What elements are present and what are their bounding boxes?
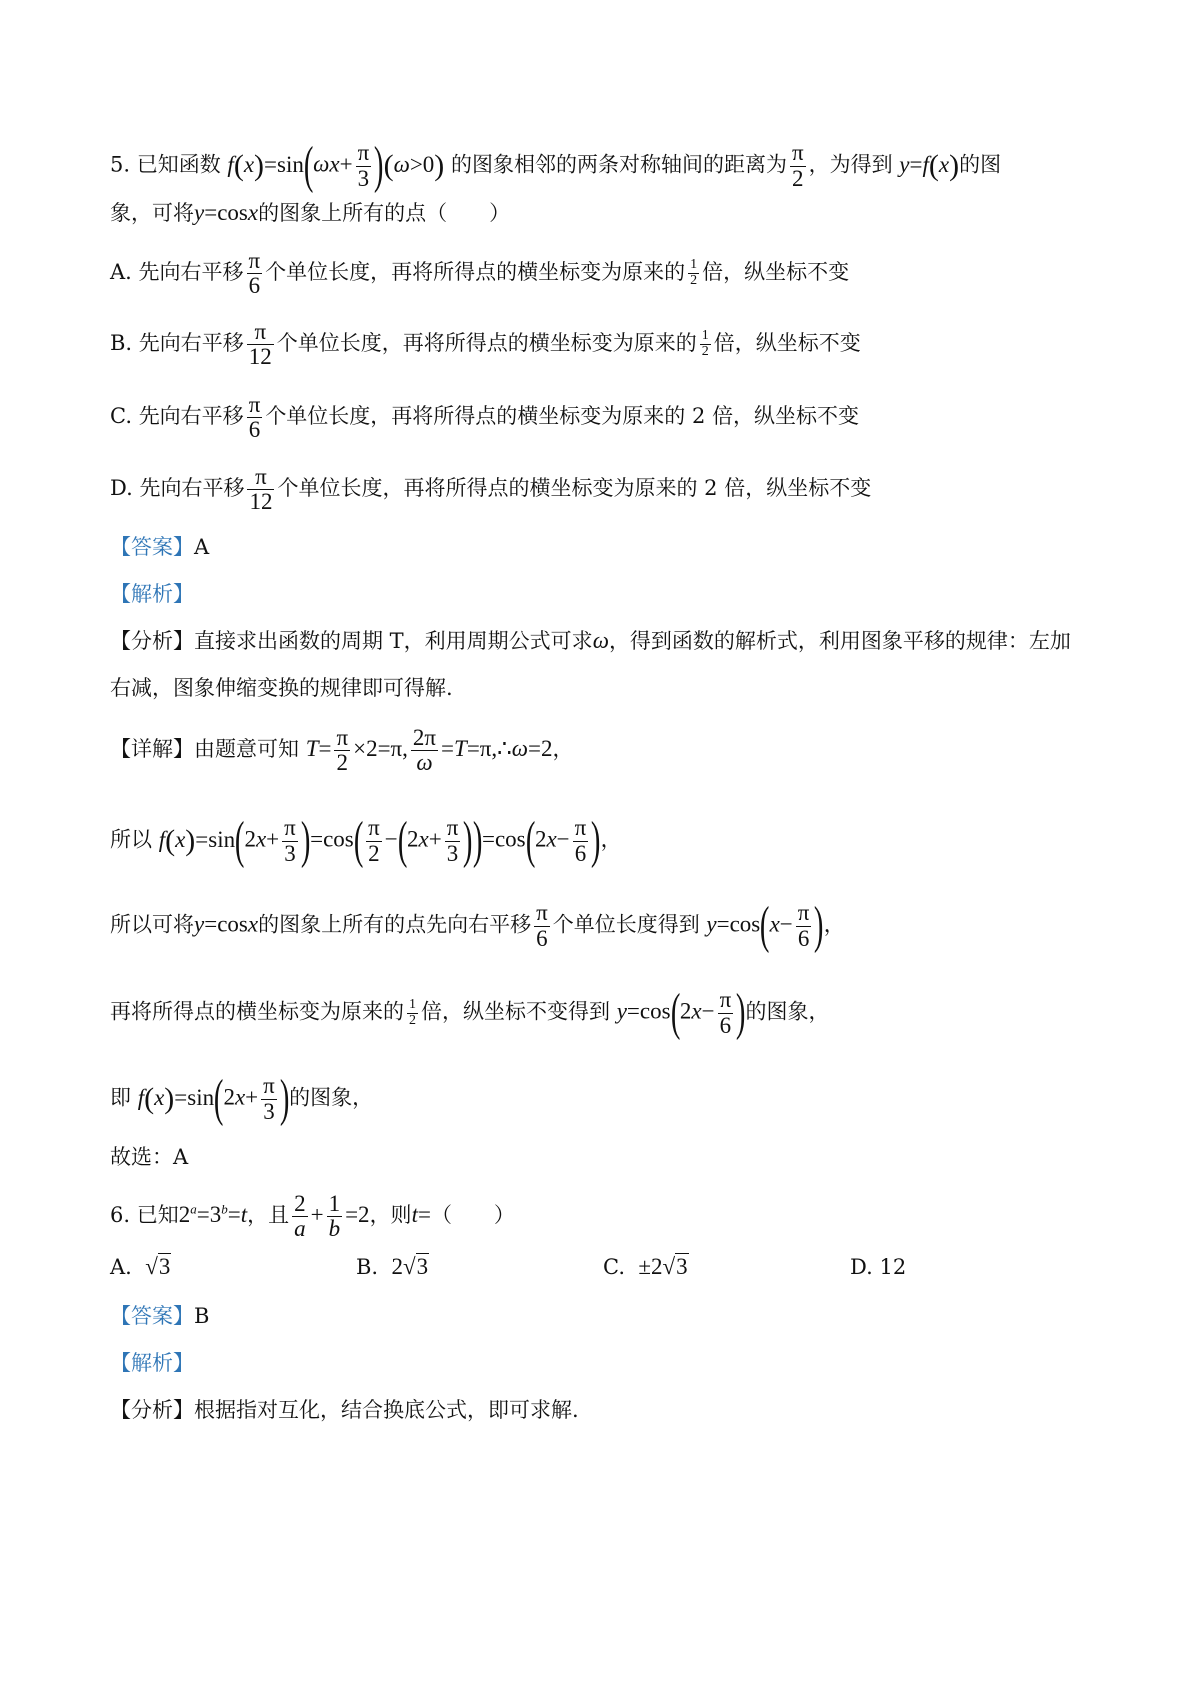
again-mid: 倍，纵坐标不变得到 (421, 999, 610, 1024)
option-value: 12 (879, 1255, 907, 1279)
so2-post: 个单位长度得到 (552, 912, 700, 937)
coef: ±2 (638, 1254, 663, 1279)
q5-option-b (110, 320, 861, 369)
q6-fenxi (110, 1395, 579, 1425)
q5-analysis-heading (110, 579, 194, 609)
option-end: 倍，纵坐标不变 (712, 404, 860, 429)
option-label: B. (356, 1255, 379, 1279)
q5-detail-line: 【详解】由题意可知 T= $\frac{\pi}{2}$ ×2=π, $\frac{2\pi}{\omega}$ =T=π,∴ω=2， (110, 725, 574, 776)
frac-den: 12 (249, 489, 273, 515)
q5-answer (110, 532, 209, 562)
q6-analysis-heading (110, 1348, 194, 1378)
q5-option-d (110, 465, 871, 514)
radicand: 3 (416, 1254, 429, 1279)
q6-option-c: C. ±2√3 (603, 1254, 688, 1279)
q5-so-line1: 所以 f(x)=sin(2x+ $\frac{\pi}{3}$ )=cos( $\frac{\pi}{2}$ −(2x+ $\frac{\pi}{3}$ ))=cos(2x− $\frac{\pi}{6}$ )， (110, 812, 622, 869)
fenxi-text-1: 直接求出函数的周期 T，利用周期公式可求 (194, 629, 593, 653)
q6-option-b: B. 2√3 (356, 1254, 429, 1279)
option-label: B. (110, 331, 133, 356)
option-label: C. (110, 404, 132, 429)
analysis-tag: 【解析】 (110, 582, 194, 606)
q5-option-c (110, 393, 859, 442)
option-label: A. (110, 260, 132, 285)
scale-den: 2 (690, 273, 698, 289)
option-post: 个单位长度，再将所得点的横坐标变为原来的 (265, 404, 686, 429)
fenxi-tag: 【分析】 (110, 1398, 194, 1422)
so2-pre: 所以可将 (110, 912, 194, 937)
q5-stem-end: 的图 (959, 152, 1002, 177)
q5-fenxi-line2 (110, 673, 453, 703)
q5-stem-line2: 象，可将y=cosx的图象上所有的点（ ） (110, 200, 511, 225)
q5-stem-line2a: 象，可将 (110, 201, 194, 225)
q5-fenxi-line1: 【分析】直接求出函数的周期 T，利用周期公式可求ω，得到函数的解析式，利用图象平移的规律：左加 (110, 628, 1071, 653)
q6-stem-mid: ，且 (247, 1203, 290, 1228)
option-post: 个单位长度，再将所得点的横坐标变为原来的 (276, 331, 697, 356)
scale-num: 1 (690, 257, 698, 273)
fenxi-text-2: 右减，图象伸缩变换的规律即可得解. (110, 676, 453, 700)
ji-post: 的图象， (289, 1085, 374, 1110)
q6-answer (110, 1301, 209, 1331)
frac-num: π (247, 465, 274, 490)
q5-stem-post: ，为得到 (808, 152, 893, 177)
q5-number: 5. (110, 152, 131, 177)
option-label: D. (110, 476, 133, 501)
option-pre: 先向右平移 (138, 331, 244, 356)
frac-num: π (248, 248, 261, 273)
q5-stem-line1: 5. 已知函数 f(x)=sin(ωx+ $\frac{\pi}{3}$ )(ω>0) 的图象相邻的两条对称轴间的距离为 $\frac{\pi}{2}$ ，为得到 y=f(x)的图 (110, 137, 1002, 194)
q5-again-line: 再将所得点的横坐标变为原来的 $\frac{1}{2}$ 倍，纵坐标不变得到 y=cos(2x− $\frac{\pi}{6}$ )的图象， (110, 984, 830, 1041)
q5-so-line2: 所以可将y=cosx的图象上所有的点先向右平移 $\frac{\pi}{6}$ 个单位长度得到 y=cos(x− $\frac{\pi}{6}$ )， (110, 897, 845, 954)
answer-value: A (194, 535, 210, 559)
q6-stem: 6. 已知$2^a=3^b=t$，且 $\frac{2}{a}$ + $\frac{1}{b}$ =2，则t=（ ） (110, 1191, 515, 1242)
so1: 所以 (110, 827, 152, 852)
q6-stem-end: （ ） (430, 1203, 515, 1228)
frac-den: 6 (248, 273, 261, 299)
option-end: 倍，纵坐标不变 (702, 260, 850, 285)
option-pre: 先向右平移 (139, 476, 245, 501)
fenxi-tag: 【分析】 (110, 629, 194, 653)
q5-stem-pre: 已知函数 (136, 152, 221, 177)
detail-tag: 【详解】 (110, 737, 194, 762)
option-label: A. (110, 1255, 132, 1279)
answer-tag: 【答案】 (110, 1304, 194, 1328)
coef: 2 (391, 1254, 403, 1279)
frac-den: 12 (248, 344, 272, 370)
radicand: 3 (676, 1254, 688, 1279)
radicand: 3 (158, 1254, 171, 1279)
detail-pre: 由题意可知 (194, 737, 299, 762)
option-end: 倍，纵坐标不变 (713, 331, 861, 356)
q5-stem-mid: 的图象相邻的两条对称轴间的距离为 (450, 152, 787, 177)
q6-option-a: A. √3 (110, 1254, 171, 1279)
q6-number: 6. (110, 1203, 131, 1228)
ji: 即 (110, 1085, 131, 1110)
answer-value: B (194, 1304, 210, 1328)
frac-num: π (247, 320, 274, 345)
fenxi-text-1b: ，得到函数的解析式，利用图象平移的规律：左加 (608, 629, 1071, 653)
frac-den: 6 (248, 417, 261, 443)
scale-num: 1 (701, 328, 709, 344)
choose-text: 故选：A (110, 1145, 189, 1169)
again-pre: 再将所得点的横坐标变为原来的 (110, 999, 404, 1024)
option-post: 个单位长度，再将所得点的横坐标变为原来的 (277, 476, 698, 501)
q5-choose (110, 1142, 188, 1172)
answer-tag: 【答案】 (110, 535, 194, 559)
option-pre: 先向右平移 (138, 404, 244, 429)
fenxi-text: 根据指对互化，结合换底公式，即可求解. (194, 1398, 579, 1422)
q5-option-a (110, 249, 849, 298)
option-pre: 先向右平移 (138, 260, 244, 285)
scale-text: 2 (704, 476, 718, 501)
q5-stem-line2b: 的图象上所有的点（ ） (258, 201, 511, 225)
q5-ji-line: 即 f(x)=sin(2x+ $\frac{\pi}{3}$ )的图象， (110, 1070, 374, 1127)
q6-stem-post: ，则 (369, 1203, 412, 1228)
scale-den: 2 (701, 344, 709, 360)
q6-option-d (850, 1252, 906, 1282)
again-post: 的图象， (745, 999, 830, 1024)
option-end: 倍，纵坐标不变 (724, 476, 872, 501)
q6-stem-pre: 已知 (136, 1203, 179, 1228)
option-label: D. (850, 1255, 873, 1279)
analysis-tag: 【解析】 (110, 1351, 194, 1375)
frac-num: π (248, 392, 261, 417)
option-post: 个单位长度，再将所得点的横坐标变为原来的 (265, 260, 686, 285)
so2-mid: 的图象上所有的点先向右平移 (258, 912, 532, 937)
scale-text: 2 (692, 404, 706, 429)
option-label: C. (603, 1255, 625, 1279)
